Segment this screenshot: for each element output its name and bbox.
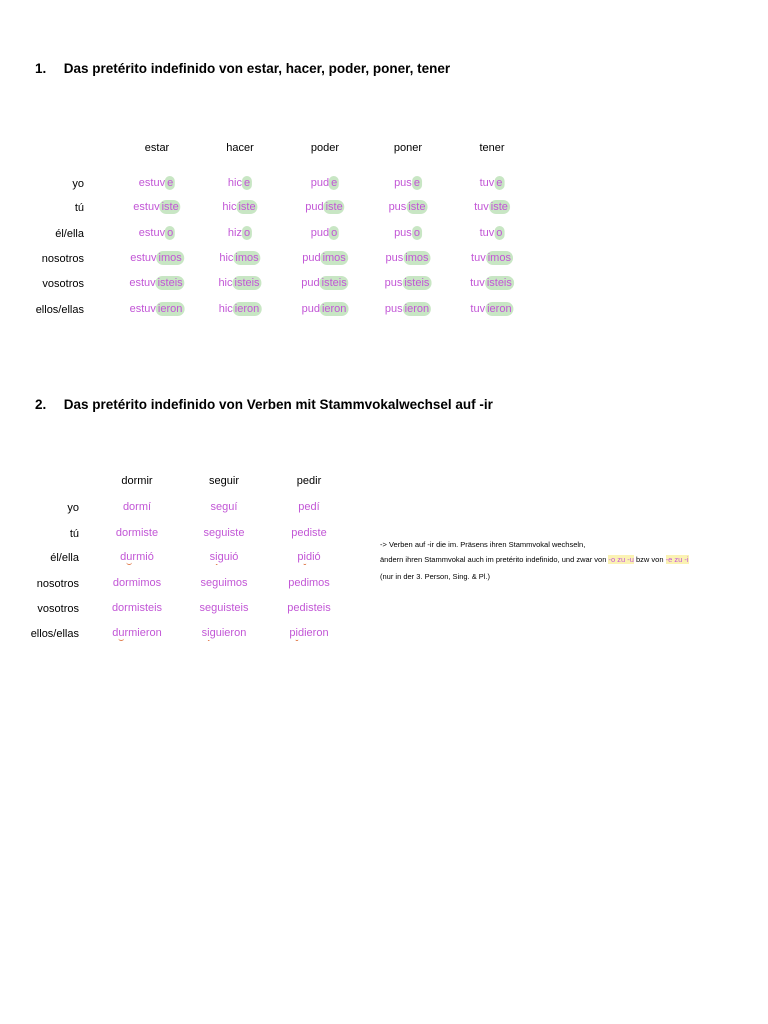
conjugation-cell: [123, 501, 151, 513]
verb-stem: pus: [384, 303, 403, 315]
section-2-number: 2.: [35, 397, 47, 412]
verb-ending: o: [167, 227, 174, 239]
conjugation-cell: [219, 303, 262, 315]
verb-stem: hic: [227, 177, 242, 189]
verb-ending: e: [496, 177, 503, 189]
verb-rest: guió: [217, 551, 239, 563]
conjugation-cell: [228, 177, 252, 189]
verb-stem: estuv: [130, 252, 157, 264]
row-label: tú: [69, 528, 79, 540]
conjugation-cell: [200, 577, 247, 589]
verb-ending: o: [413, 227, 420, 239]
verb-part: dormimos: [112, 577, 162, 589]
row-label: ellos/ellas: [30, 628, 79, 640]
verb-ending: ieron: [234, 303, 260, 315]
conjugation-cell: [385, 303, 431, 315]
verb-stem: tuv: [471, 252, 486, 264]
conjugation-cell: [130, 252, 184, 264]
conjugation-cell: [471, 252, 513, 264]
row-label: vosotros: [37, 603, 79, 615]
verb-ending: isteis: [404, 277, 430, 289]
conjugation-cell: [112, 627, 162, 639]
column-header-pedir: pedir: [296, 475, 322, 487]
verb-ending: isteis: [321, 277, 347, 289]
row-label: yo: [67, 502, 79, 514]
changed-stem-vowel: i: [215, 551, 218, 563]
row-label: vosotros: [42, 278, 84, 290]
conjugation-cell: [474, 201, 510, 213]
note-line-3: [380, 572, 490, 581]
verb-stem: pud: [301, 303, 320, 315]
column-header-hacer: hacer: [226, 142, 254, 154]
verb-stem: estuv: [138, 227, 166, 239]
column-header-poner: poner: [393, 142, 423, 154]
verb-stem: pus: [394, 227, 412, 239]
verb-part: p: [297, 551, 304, 563]
conjugation-cell: [311, 227, 339, 239]
verb-stem: hiz: [227, 227, 242, 239]
changed-stem-vowel: u: [118, 627, 125, 639]
verb-part: pediste: [291, 527, 327, 539]
verb-stem: hic: [218, 303, 233, 315]
verb-rest: rmió: [132, 551, 154, 563]
conjugation-cell: [305, 201, 344, 213]
verb-part: seguiste: [203, 527, 245, 539]
verb-stem: estuv: [129, 277, 156, 289]
conjugation-cell: [202, 627, 247, 639]
conjugation-cell: [301, 277, 348, 289]
conjugation-cell: [211, 501, 238, 513]
verb-stem: hic: [222, 201, 237, 213]
verb-ending: iste: [238, 201, 256, 213]
conjugation-cell: [389, 201, 428, 213]
verb-ending: iste: [161, 201, 179, 213]
column-header-poder: poder: [310, 142, 340, 154]
conjugation-cell: [129, 277, 184, 289]
verb-stem: pud: [310, 227, 330, 239]
verb-stem: estuv: [129, 303, 156, 315]
verb-stem: pud: [301, 277, 320, 289]
row-label: yo: [72, 178, 84, 190]
conjugation-cell: [222, 201, 257, 213]
verb-ending: ieron: [404, 303, 430, 315]
conjugation-cell: [112, 602, 162, 614]
verb-part: dormisteis: [111, 602, 163, 614]
verb-part: seguimos: [200, 577, 248, 589]
verb-stem: hic: [218, 277, 233, 289]
verb-ending: imos: [405, 252, 429, 264]
conjugation-cell: [210, 551, 239, 563]
verb-ending: iste: [325, 201, 343, 213]
conjugation-cell: [139, 227, 175, 239]
conjugation-cell: [289, 627, 328, 639]
verb-ending: imos: [322, 252, 346, 264]
column-header-dormir: dormir: [121, 475, 153, 487]
verb-stem: tuv: [479, 177, 495, 189]
verb-stem: tuv: [479, 227, 495, 239]
conjugation-cell: [120, 551, 154, 563]
conjugation-cell: [470, 303, 513, 315]
verb-ending: iste: [408, 201, 426, 213]
conjugation-cell: [287, 602, 330, 614]
note-line-2: [380, 555, 689, 564]
verb-ending: ieron: [321, 303, 347, 315]
conjugation-cell: [394, 177, 422, 189]
row-label: tú: [74, 202, 84, 214]
row-label: ellos/ellas: [35, 304, 84, 316]
verb-stem: tuv: [470, 303, 486, 315]
verb-ending: isteis: [157, 277, 183, 289]
conjugation-cell: [298, 501, 319, 513]
verb-stem: pus: [394, 177, 412, 189]
verb-ending: o: [243, 227, 251, 239]
section-1-title: Das pretérito indefinido von estar, hacer, poder, poner, tener: [63, 61, 451, 76]
conjugation-cell: [200, 602, 249, 614]
verb-ending: imos: [235, 252, 259, 264]
verb-part: s: [201, 627, 208, 639]
verb-part: seguí: [210, 501, 238, 513]
conjugation-cell: [302, 303, 349, 315]
row-label: él/ella: [50, 552, 79, 564]
note-highlight-o-u: -o zu -u: [608, 555, 634, 564]
verb-part: d: [112, 627, 119, 639]
note-text-2a: ändern ihren Stammvokal auch im pretérito indefinido, und zwar von: [380, 555, 609, 564]
verb-ending: ieron: [157, 303, 183, 315]
verb-stem: estuv: [138, 177, 166, 189]
changed-stem-vowel: i: [303, 551, 306, 563]
verb-ending: isteis: [486, 277, 512, 289]
verb-rest: rmieron: [124, 627, 162, 639]
verb-rest: guieron: [209, 627, 247, 639]
verb-stem: pus: [385, 252, 404, 264]
note-text-3: (nur in der 3. Person, Sing. & Pl.): [380, 572, 491, 581]
conjugation-cell: [219, 252, 260, 264]
conjugation-cell: [113, 577, 161, 589]
conjugation-cell: [394, 227, 422, 239]
verb-ending: iste: [490, 201, 508, 213]
changed-stem-vowel: i: [295, 627, 298, 639]
conjugation-cell: [218, 277, 261, 289]
verb-ending: o: [496, 227, 503, 239]
conjugation-cell: [480, 177, 505, 189]
verb-ending: e: [243, 177, 251, 189]
verb-ending: o: [331, 227, 338, 239]
verb-part: pedisteis: [287, 602, 331, 614]
verb-stem: tuv: [474, 201, 489, 213]
conjugation-cell: [386, 252, 431, 264]
conjugation-cell: [288, 577, 330, 589]
conjugation-cell: [130, 303, 185, 315]
verb-part: dormí: [122, 501, 152, 513]
verb-stem: pud: [302, 252, 321, 264]
verb-ending: ieron: [487, 303, 512, 315]
note-text-1: -> Verben auf -ir die im. Präsens ihren Stammvokal wechseln,: [380, 540, 586, 549]
conjugation-cell: [302, 252, 348, 264]
conjugation-cell: [470, 277, 514, 289]
section-1-number: 1.: [35, 61, 47, 76]
verb-ending: e: [413, 177, 420, 189]
conjugation-cell: [311, 177, 339, 189]
section-2-title: Das pretérito indefinido von Verben mit Stammvokalwechsel auf -ir: [63, 397, 493, 412]
conjugation-cell: [228, 227, 252, 239]
verb-ending: imos: [158, 252, 182, 264]
verb-stem: estuv: [133, 201, 160, 213]
verb-rest: dieron: [298, 627, 329, 639]
verb-ending: imos: [487, 252, 511, 264]
verb-part: pedimos: [288, 577, 330, 589]
conjugation-cell: [291, 527, 326, 539]
verb-stem: pud: [310, 177, 330, 189]
changed-stem-vowel: u: [126, 551, 133, 563]
section-2-heading: [35, 397, 493, 412]
conjugation-cell: [139, 177, 175, 189]
conjugation-cell: [385, 277, 432, 289]
conjugation-cell: [116, 527, 158, 539]
column-header-tener: tener: [479, 142, 505, 154]
column-header-seguir: seguir: [209, 475, 239, 487]
note-line-1: [380, 540, 585, 549]
verb-stem: pud: [305, 201, 324, 213]
conjugation-cell: [297, 551, 320, 563]
row-label: nosotros: [41, 253, 84, 265]
verb-part: dormiste: [115, 527, 159, 539]
column-header-estar: estar: [144, 142, 170, 154]
verb-stem: pus: [388, 201, 407, 213]
verb-ending: e: [331, 177, 338, 189]
conjugation-cell: [480, 227, 505, 239]
conjugation-cell: [204, 527, 245, 539]
verb-part: seguisteis: [199, 602, 249, 614]
changed-stem-vowel: i: [207, 627, 210, 639]
verb-stem: hic: [219, 252, 234, 264]
verb-part: pedí: [298, 501, 320, 513]
row-label: él/ella: [55, 228, 84, 240]
row-label: nosotros: [36, 578, 79, 590]
section-1-heading: [35, 61, 450, 76]
verb-stem: tuv: [470, 277, 485, 289]
verb-ending: e: [167, 177, 174, 189]
verb-part: s: [209, 551, 216, 563]
verb-rest: dió: [305, 551, 321, 563]
verb-stem: pus: [384, 277, 403, 289]
note-text-2b: bzw von: [633, 555, 666, 564]
verb-part: p: [289, 627, 296, 639]
verb-part: d: [120, 551, 127, 563]
note-highlight-e-i: -e zu -i: [665, 555, 689, 564]
verb-ending: isteis: [234, 277, 260, 289]
conjugation-cell: [133, 201, 180, 213]
